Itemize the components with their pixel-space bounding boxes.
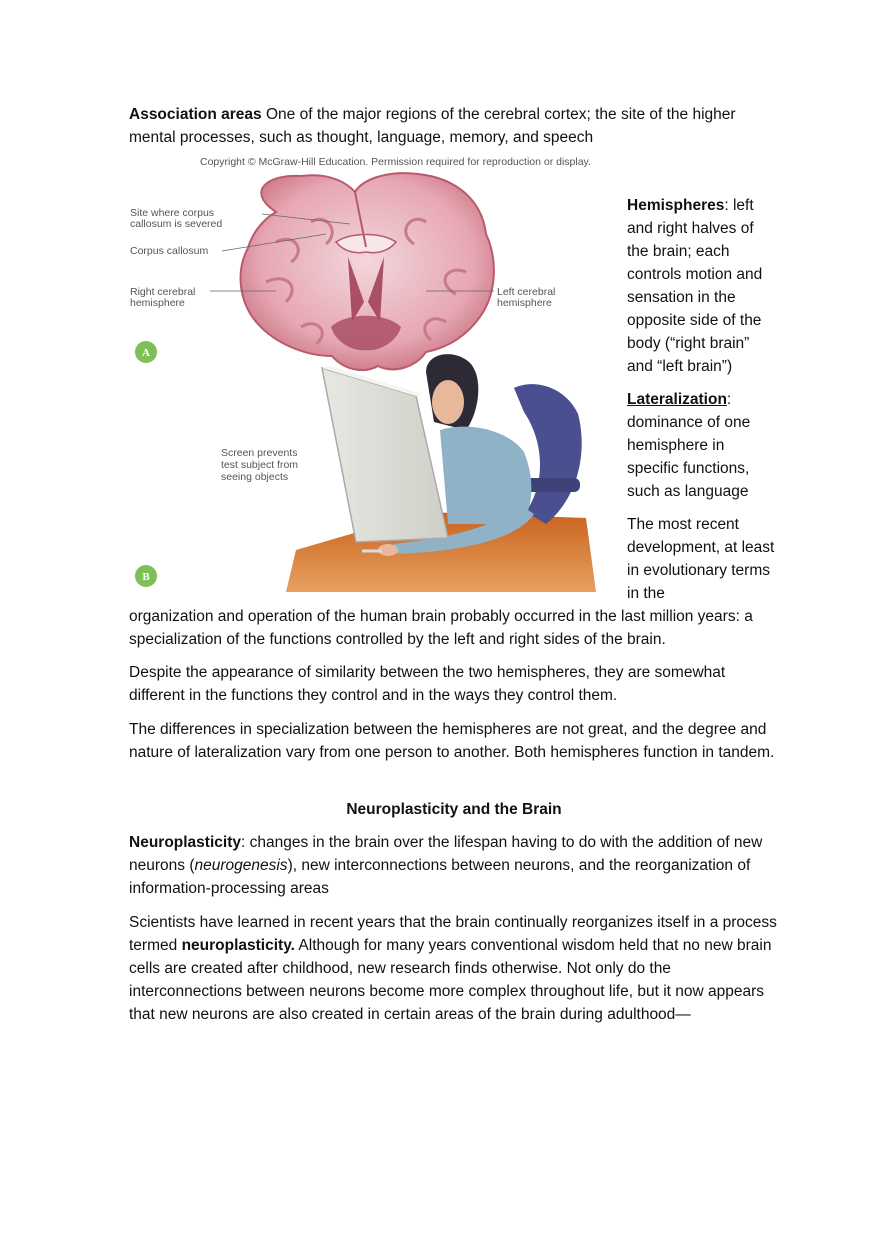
association-areas-paragraph xyxy=(129,103,779,149)
badge-a-label: A xyxy=(142,347,150,359)
scientists-text-1: Scientists have learned in recent years that the brain continually reorganizes itself in a process termed xyxy=(129,914,777,954)
scientists-text-2: Although for many years conventional wisdom held that no new brain cells are created after childhood, new research finds otherwise. Not only do the interconnections between neurons become more complex throughout life, but it now appears that new neurons are also created in certain areas of the brain during adulthood— xyxy=(129,937,772,1023)
hemispheres-paragraph xyxy=(627,194,777,378)
label-left-hemisphere-line2: hemisphere xyxy=(497,297,552,309)
figure-copyright: Copyright © McGraw-Hill Education. Permission required for reproduction or display. xyxy=(200,156,591,168)
badge-b-label: B xyxy=(142,571,150,583)
label-site-severed-line1: Site where corpus xyxy=(130,207,215,219)
label-corpus-callosum: Corpus callosum xyxy=(130,245,209,257)
screen-illustration xyxy=(322,368,448,542)
label-left-hemisphere-line1: Left cerebral xyxy=(497,286,556,298)
neuroplasticity-text-2: ), new interconnections between neurons, and the reorganization of information-processing areas xyxy=(129,857,751,897)
screen-label-line2: test subject from xyxy=(221,459,299,471)
hemispheres-term: Hemispheres xyxy=(627,197,725,214)
screen-label-line3: seeing objects xyxy=(221,471,289,483)
recent-development-text: The most recent development, at least in evolutionary terms in the xyxy=(627,516,775,602)
screen-label-line1: Screen prevents xyxy=(221,447,298,459)
label-right-hemisphere-line1: Right cerebral xyxy=(130,286,196,298)
neuroplasticity-text-1: : changes in the brain over the lifespan having to do with the addition of new neurons ( xyxy=(129,834,763,874)
label-site-severed-line2: callosum is severed xyxy=(130,218,223,230)
lateralization-term: Lateralization xyxy=(627,391,727,408)
lateralization-paragraph xyxy=(627,388,777,503)
despite-paragraph: Despite the appearance of similarity between the two hemispheres, they are somewhat different in the functions they control and in the ways they control them. xyxy=(129,664,726,704)
neurogenesis-term: neurogenesis xyxy=(194,857,288,874)
association-areas-definition: One of the major regions of the cerebral cortex; the site of the higher mental processes, such as thought, language, memory, and speech xyxy=(129,106,736,146)
label-right-hemisphere-line2: hemisphere xyxy=(130,297,185,309)
brain-figure xyxy=(126,152,618,592)
brain-section-illustration xyxy=(241,173,494,370)
section-heading-text: Neuroplasticity and the Brain xyxy=(346,801,562,818)
neuroplasticity-bold-term: neuroplasticity. xyxy=(181,937,295,954)
section-heading xyxy=(129,798,779,821)
lateralization-definition: : dominance of one hemisphere in specific functions, such as language xyxy=(627,391,751,500)
neuroplasticity-term: Neuroplasticity xyxy=(129,834,241,851)
scientists-paragraph xyxy=(129,911,779,1026)
association-areas-term: Association areas xyxy=(129,106,262,123)
neuroplasticity-paragraph xyxy=(129,831,779,900)
differences-paragraph: The differences in specialization between the hemispheres are not great, and the degree and nature of lateralization vary from one person to another. Both hemispheres function in tandem. xyxy=(129,721,775,761)
continuation-paragraph: organization and operation of the human brain probably occurred in the last million years: a specialization of the functions controlled by the left and right sides of the brain. xyxy=(129,608,753,648)
hemispheres-definition: : left and right halves of the brain; each controls motion and sensation in the opposite side of the body (“right brain” and “left brain”) xyxy=(627,197,763,375)
